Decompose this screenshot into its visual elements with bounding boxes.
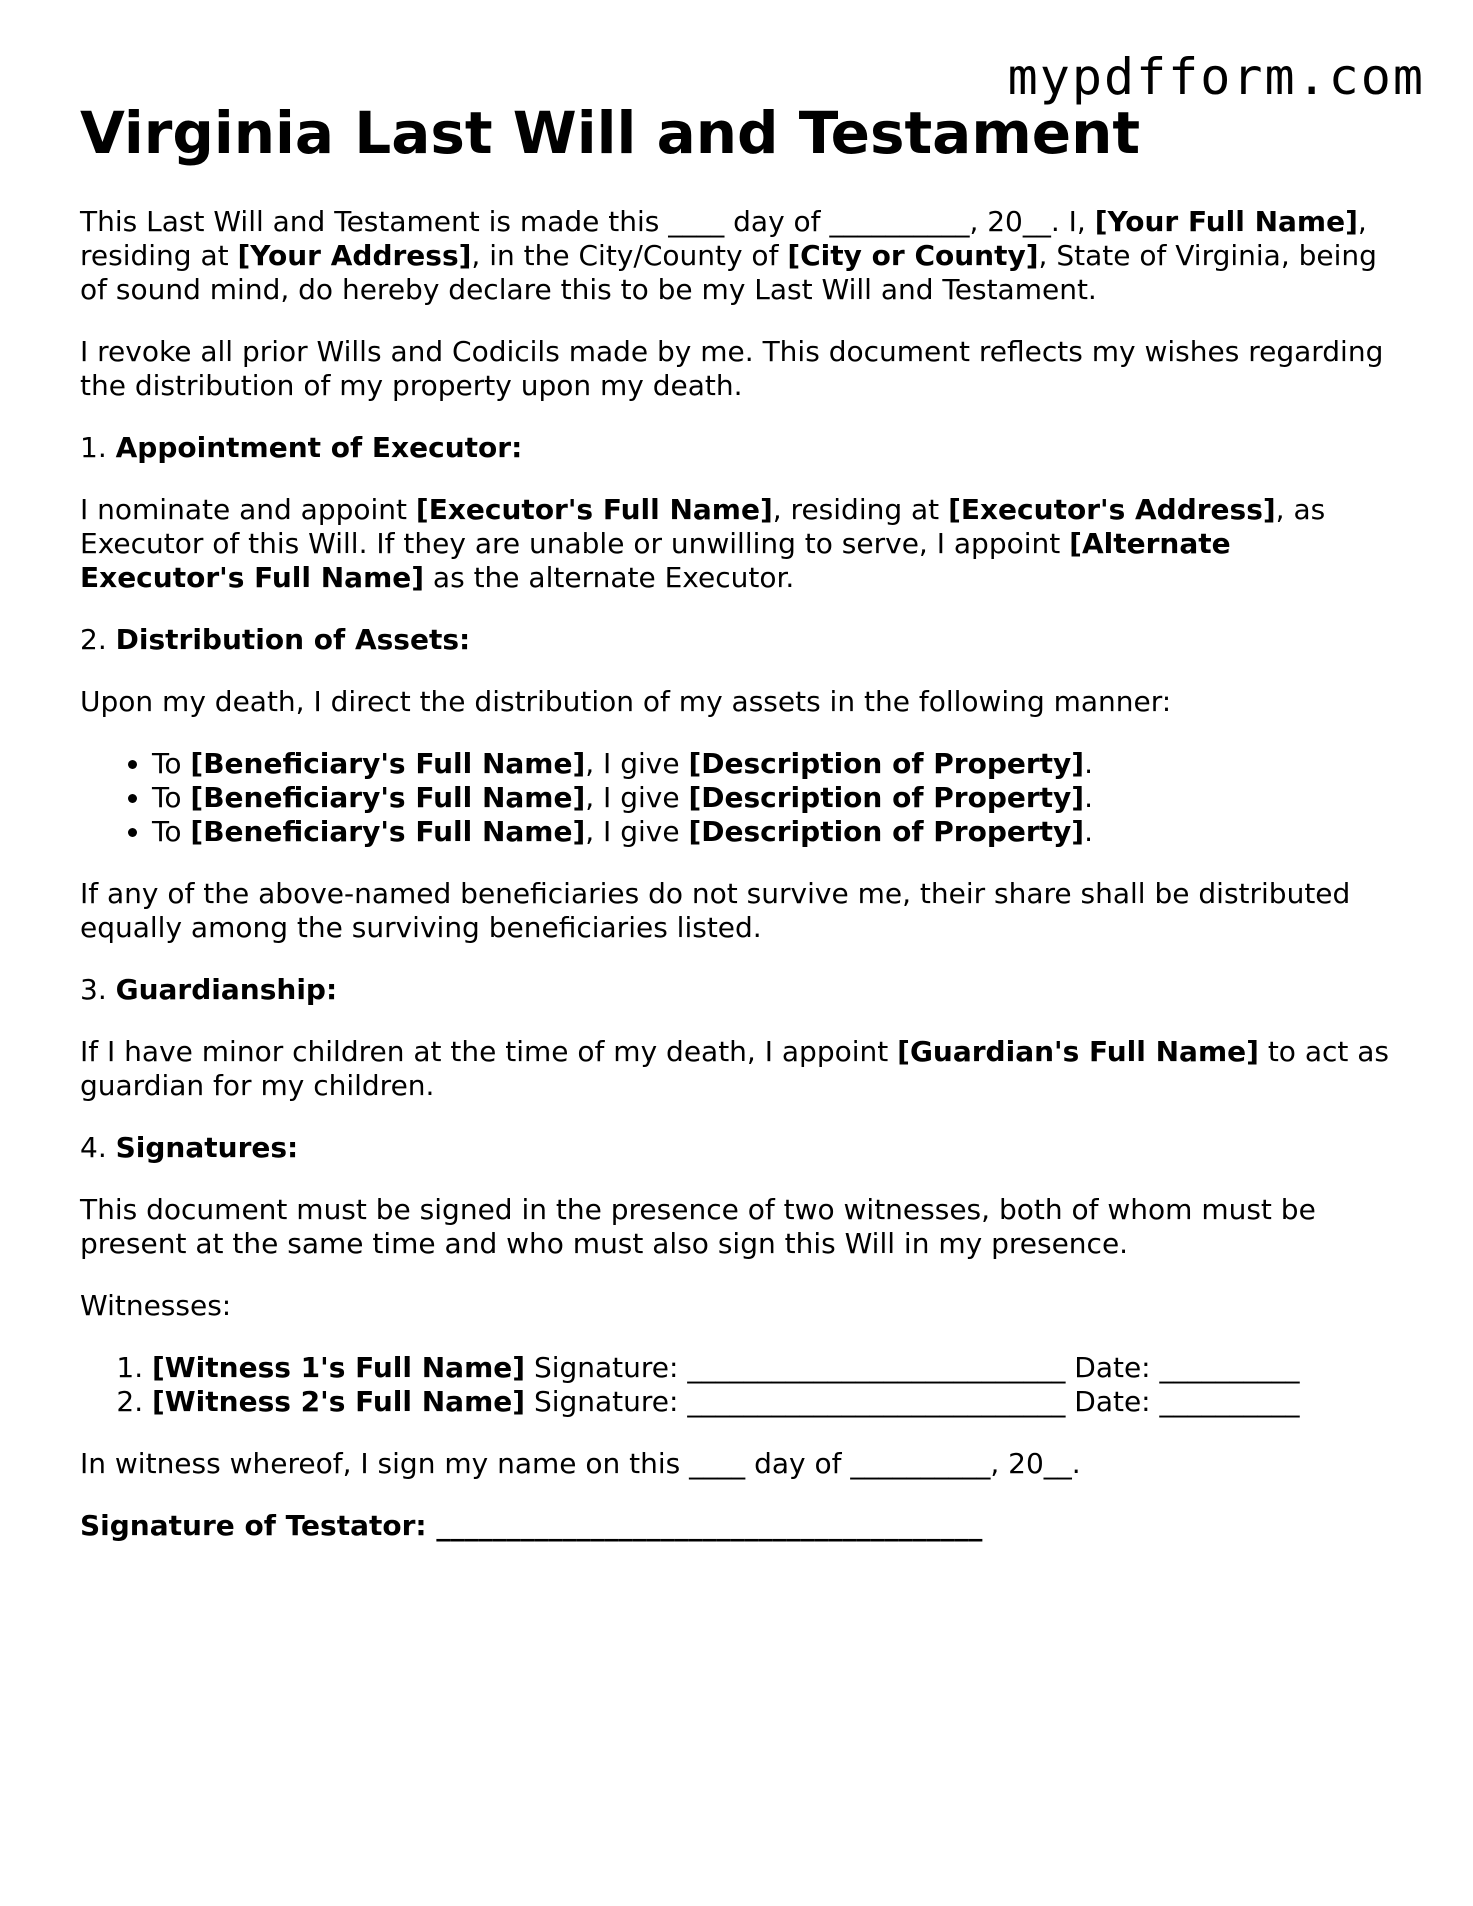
section-title: Appointment of Executor: bbox=[115, 430, 523, 464]
guardian-text-1: If I have minor children at the time of my death, I appoint bbox=[80, 1034, 898, 1068]
item-text: . bbox=[1084, 746, 1094, 780]
closing-paragraph: In witness whereof, I sign my name on this ____ day of __________, 20__. bbox=[80, 1446, 1081, 1480]
testator-label: Signature of Testator: bbox=[80, 1508, 437, 1542]
guardian-text-2: to act as guardian for my children. bbox=[80, 1034, 1390, 1102]
item-text: , I give bbox=[585, 746, 689, 780]
testator-signature bbox=[80, 1509, 1400, 1543]
section-title: Signatures: bbox=[115, 1130, 299, 1164]
property-field: [Description of Property] bbox=[688, 780, 1085, 814]
revoke-paragraph: I revoke all prior Wills and Codicils made by me. This document reflects my wishes regarding the distribution of my property upon my death. bbox=[80, 334, 1384, 402]
section-1-heading bbox=[80, 431, 1400, 465]
section-3-heading bbox=[80, 973, 1400, 1007]
beneficiary-name-field: [Beneficiary's Full Name] bbox=[190, 814, 586, 848]
property-field: [Description of Property] bbox=[688, 746, 1085, 780]
property-field: [Description of Property] bbox=[688, 814, 1085, 848]
list-item bbox=[152, 781, 1400, 815]
section-2-heading bbox=[80, 623, 1400, 657]
executor-paragraph bbox=[80, 493, 1400, 595]
list-item bbox=[152, 1351, 1400, 1385]
executor-text-2: , residing at bbox=[772, 492, 949, 526]
section-4-heading bbox=[80, 1131, 1400, 1165]
item-text: . bbox=[1084, 780, 1094, 814]
witness-name-field: [Witness 2's Full Name] bbox=[152, 1384, 526, 1418]
signatures-paragraph: This document must be signed in the presence of two witnesses, both of whom must be present at the same time and who must also sign this Will in my presence. bbox=[80, 1192, 1316, 1260]
list-item bbox=[152, 815, 1400, 849]
executor-name-field: [Executor's Full Name] bbox=[415, 492, 773, 526]
survive-paragraph: If any of the above-named beneficiaries do not survive me, their share shall be distributed equally among the surviving beneficiaries listed. bbox=[80, 876, 1351, 944]
witnesses-label: Witnesses: bbox=[80, 1288, 232, 1322]
section-number: 4. bbox=[80, 1130, 116, 1164]
beneficiary-name-field: [Beneficiary's Full Name] bbox=[190, 746, 586, 780]
executor-text-4: as the alternate Executor. bbox=[424, 560, 795, 594]
intro-text-1: This Last Will and Testament is made this ____ day of __________, 20__. I, bbox=[80, 204, 1095, 238]
intro-text-2: , residing at bbox=[80, 204, 1367, 272]
section-number: 3. bbox=[80, 972, 116, 1006]
guardian-paragraph bbox=[80, 1035, 1400, 1103]
alternate-executor-field: [Alternate Executor's Full Name] bbox=[80, 526, 1231, 594]
city-field: [City or County] bbox=[787, 238, 1039, 272]
guardian-name-field: [Guardian's Full Name] bbox=[897, 1034, 1259, 1068]
executor-text-1: I nominate and appoint bbox=[80, 492, 416, 526]
item-text: , I give bbox=[585, 814, 689, 848]
section-title: Guardianship: bbox=[115, 972, 338, 1006]
witness-signature-line: Signature: ___________________________ Date: __________ bbox=[525, 1384, 1300, 1418]
page-title: Virginia Last Will and Testament bbox=[80, 99, 1141, 167]
witness-signature-line: Signature: ___________________________ Date: __________ bbox=[525, 1350, 1300, 1384]
item-text: To bbox=[152, 746, 191, 780]
section-title: Distribution of Assets: bbox=[115, 622, 471, 656]
distribution-intro: Upon my death, I direct the distribution of my assets in the following manner: bbox=[80, 684, 1172, 718]
executor-text-3: , as Executor of this Will. If they are unable or unwilling to serve, I appoint bbox=[80, 492, 1326, 560]
testator-signature-line: _______________________________________ bbox=[436, 1508, 983, 1542]
your-address-field: [Your Address] bbox=[237, 238, 472, 272]
intro-paragraph bbox=[80, 205, 1400, 307]
witness-name-field: [Witness 1's Full Name] bbox=[152, 1350, 526, 1384]
watermark: mypdfform.com bbox=[1007, 48, 1425, 106]
item-text: , I give bbox=[585, 780, 689, 814]
beneficiary-name-field: [Beneficiary's Full Name] bbox=[190, 780, 586, 814]
intro-text-3: , in the City/County of bbox=[471, 238, 788, 272]
your-name-field: [Your Full Name] bbox=[1094, 204, 1358, 238]
item-text: . bbox=[1084, 814, 1094, 848]
item-text: To bbox=[152, 814, 191, 848]
document-page bbox=[80, 100, 1400, 1571]
section-number: 2. bbox=[80, 622, 116, 656]
list-item bbox=[152, 1385, 1400, 1419]
witness-list bbox=[80, 1351, 1400, 1419]
list-item bbox=[152, 747, 1400, 781]
item-text: To bbox=[152, 780, 191, 814]
beneficiary-list bbox=[80, 747, 1400, 849]
executor-address-field: [Executor's Address] bbox=[948, 492, 1276, 526]
intro-text-4: , State of Virginia, being of sound mind, do hereby declare this to be my Last Will and Testament. bbox=[80, 238, 1377, 306]
section-number: 1. bbox=[80, 430, 116, 464]
